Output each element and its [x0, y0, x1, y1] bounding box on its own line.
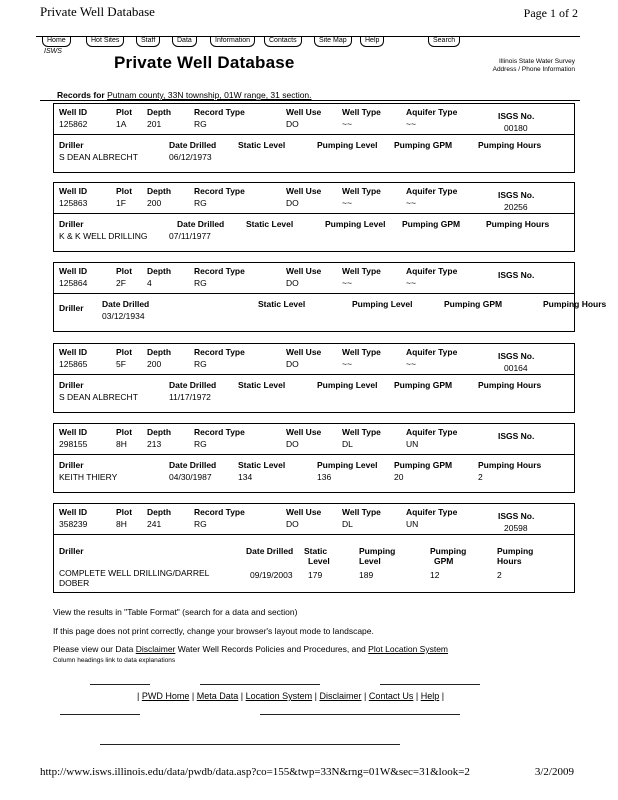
link-disclaimer[interactable]: Disclaimer — [319, 691, 362, 701]
label-record-type[interactable]: Record Type — [194, 347, 245, 357]
value-plot: 1A — [116, 119, 127, 129]
records-for-caption — [57, 90, 312, 100]
label-plot[interactable]: Plot — [116, 347, 133, 357]
value-aquifer-type: UN — [406, 439, 419, 449]
label-well-type[interactable]: Well Type — [342, 507, 381, 517]
tab-home[interactable]: Home — [42, 36, 71, 47]
label-pumping-gpm[interactable]: Pumping GPM — [402, 219, 461, 229]
label-depth[interactable]: Depth — [147, 507, 172, 517]
label-isgs-no[interactable]: ISGS No. — [498, 270, 535, 280]
tab-search[interactable]: Search — [428, 36, 460, 47]
value-pumping-gpm: 12 — [430, 570, 440, 580]
label-record-type[interactable]: Record Type — [194, 186, 245, 196]
label-static-level[interactable]: Static Level — [238, 380, 286, 390]
value-depth: 200 — [147, 198, 162, 208]
value-aquifer-type: ~~ — [406, 119, 416, 129]
label-pumping-level[interactable]: Pumping Level — [317, 380, 378, 390]
value-static-level: 134 — [238, 472, 253, 482]
label-aquifer-type[interactable]: Aquifer Type — [406, 427, 458, 437]
value-well-type: ~~ — [342, 278, 352, 288]
well-record-card — [53, 103, 575, 173]
value-well-use: DO — [286, 359, 299, 369]
value-aquifer-type: UN — [406, 519, 419, 529]
value-pumping-gpm: 20 — [394, 472, 404, 482]
tab-help[interactable]: Help — [360, 36, 384, 47]
label-well-type[interactable]: Well Type — [342, 107, 381, 117]
value-driller-line2: DOBER — [59, 578, 90, 588]
label-pumping-hours-line1[interactable]: Pumping — [497, 546, 534, 556]
label-well-id[interactable]: Well ID — [59, 347, 88, 357]
label-static-level[interactable]: Static Level — [238, 140, 286, 150]
page-title: Private Well Database — [114, 53, 295, 72]
label-depth[interactable]: Depth — [147, 266, 172, 276]
well-record-card — [53, 182, 575, 252]
tab-hot-sites[interactable]: Hot Sites — [86, 36, 124, 47]
label-well-use[interactable]: Well Use — [286, 266, 322, 276]
label-date-drilled[interactable]: Date Drilled — [169, 380, 217, 390]
label-well-use[interactable]: Well Use — [286, 186, 322, 196]
label-isgs-no[interactable]: ISGS No. — [498, 511, 535, 521]
label-driller[interactable]: Driller — [59, 380, 84, 390]
label-pumping-level-line2[interactable]: Level — [359, 556, 381, 566]
well-record-card — [53, 262, 607, 332]
label-static-level-line1[interactable]: Static — [304, 546, 328, 556]
value-plot: 8H — [116, 519, 127, 529]
value-well-type: ~~ — [342, 119, 352, 129]
label-static-level[interactable]: Static Level — [258, 299, 306, 309]
record-divider — [54, 213, 574, 214]
well-record-card — [53, 343, 575, 413]
value-well-use: DO — [286, 439, 299, 449]
label-pumping-level[interactable]: Pumping Level — [317, 140, 378, 150]
label-pumping-hours[interactable]: Pumping Hours — [486, 219, 550, 229]
value-date-drilled: 03/12/1934 — [102, 311, 145, 321]
value-depth: 200 — [147, 359, 162, 369]
policies-prefix: Please view our Data — [53, 644, 134, 654]
label-aquifer-type[interactable]: Aquifer Type — [406, 266, 458, 276]
link-meta-data[interactable]: Meta Data — [196, 691, 239, 701]
record-divider — [54, 134, 574, 135]
link-pwd-home[interactable]: PWD Home — [141, 691, 190, 701]
value-depth: 201 — [147, 119, 162, 129]
value-plot: 2F — [116, 278, 126, 288]
column-note: Column headings link to data explanations — [53, 657, 176, 664]
tab-staff[interactable]: Staff — [136, 36, 160, 47]
label-depth[interactable]: Depth — [147, 427, 172, 437]
label-plot[interactable]: Plot — [116, 266, 133, 276]
print-footer-url: http://www.isws.illinois.edu/data/pwdb/data.asp?co=155&twp=33N&rng=01W&sec=31&look=2 — [40, 766, 470, 778]
scan-artifact — [90, 684, 150, 685]
label-date-drilled[interactable]: Date Drilled — [169, 140, 217, 150]
value-driller: K & K WELL DRILLING — [59, 231, 148, 241]
label-driller[interactable]: Driller — [59, 546, 84, 556]
label-well-id[interactable]: Well ID — [59, 107, 88, 117]
policies-link[interactable]: Water Well Records Policies and Procedures — [177, 644, 347, 654]
value-pumping-level: 136 — [317, 472, 332, 482]
plot-location-link[interactable]: Plot Location System — [368, 644, 449, 654]
value-well-use: DO — [286, 278, 299, 288]
label-well-type[interactable]: Well Type — [342, 266, 381, 276]
value-depth: 241 — [147, 519, 162, 529]
label-aquifer-type[interactable]: Aquifer Type — [406, 186, 458, 196]
label-date-drilled[interactable]: Date Drilled — [177, 219, 225, 229]
label-pumping-level[interactable]: Pumping Level — [317, 460, 378, 470]
value-pumping-hours: 2 — [497, 570, 502, 580]
label-well-type[interactable]: Well Type — [342, 347, 381, 357]
label-well-id[interactable]: Well ID — [59, 427, 88, 437]
value-aquifer-type: ~~ — [406, 359, 416, 369]
value-well-use: DO — [286, 119, 299, 129]
label-well-use[interactable]: Well Use — [286, 507, 322, 517]
label-aquifer-type[interactable]: Aquifer Type — [406, 347, 458, 357]
label-depth[interactable]: Depth — [147, 186, 172, 196]
scan-artifact — [200, 684, 320, 685]
value-pumping-level: 189 — [359, 570, 374, 580]
nav-bar — [36, 36, 580, 48]
value-record-type: RG — [194, 278, 207, 288]
label-date-drilled[interactable]: Date Drilled — [102, 299, 150, 309]
value-record-type: RG — [194, 439, 207, 449]
label-well-id[interactable]: Well ID — [59, 266, 88, 276]
value-record-type: RG — [194, 519, 207, 529]
scan-artifact — [60, 714, 140, 715]
label-isgs-no[interactable]: ISGS No. — [498, 111, 535, 121]
record-divider — [54, 534, 574, 535]
value-pumping-hours: 2 — [478, 472, 483, 482]
tab-site-map[interactable]: Site Map — [314, 36, 352, 47]
label-pumping-level[interactable]: Pumping Level — [352, 299, 413, 309]
value-driller: S DEAN ALBRECHT — [59, 392, 138, 402]
value-well-id: 125862 — [59, 119, 88, 129]
disclaimer-link[interactable]: Disclaimer — [135, 644, 176, 654]
value-well-id: 125863 — [59, 198, 88, 208]
label-pumping-gpm-line1[interactable]: Pumping — [430, 546, 467, 556]
label-aquifer-type[interactable]: Aquifer Type — [406, 107, 458, 117]
well-record-card — [53, 503, 575, 593]
value-record-type: RG — [194, 119, 207, 129]
record-divider — [54, 374, 574, 375]
value-well-use: DO — [286, 198, 299, 208]
label-well-id[interactable]: Well ID — [59, 186, 88, 196]
value-aquifer-type: ~~ — [406, 198, 416, 208]
value-well-type: DL — [342, 439, 353, 449]
link-help[interactable]: Help — [420, 691, 440, 701]
label-driller[interactable]: Driller — [59, 303, 84, 313]
record-divider — [54, 293, 574, 294]
label-pumping-hours[interactable]: Pumping Hours — [478, 460, 542, 470]
value-date-drilled: 09/19/2003 — [250, 570, 293, 580]
value-date-drilled: 04/30/1987 — [169, 472, 212, 482]
label-pumping-gpm[interactable]: Pumping GPM — [444, 299, 503, 309]
value-date-drilled: 11/17/1972 — [169, 392, 211, 402]
record-divider — [54, 454, 574, 455]
value-date-drilled: 07/11/1977 — [169, 231, 211, 241]
label-driller[interactable]: Driller — [59, 460, 84, 470]
scan-artifact — [100, 744, 400, 745]
label-plot[interactable]: Plot — [116, 186, 133, 196]
value-driller-line1: COMPLETE WELL DRILLING/DARREL — [59, 568, 210, 578]
records-for-text: Putnam county, 33N township, 01W range, 31 section. — [107, 90, 312, 100]
value-isgs-no: 00164 — [504, 363, 528, 373]
label-date-drilled[interactable]: Date Drilled — [246, 546, 294, 556]
label-aquifer-type[interactable]: Aquifer Type — [406, 507, 458, 517]
scan-artifact — [380, 684, 480, 685]
value-well-type: DL — [342, 519, 353, 529]
value-well-type: ~~ — [342, 198, 352, 208]
label-pumping-level[interactable]: Pumping Level — [325, 219, 386, 229]
label-well-use[interactable]: Well Use — [286, 427, 322, 437]
isws-logo[interactable]: ISWS — [44, 48, 62, 55]
label-well-use[interactable]: Well Use — [286, 347, 322, 357]
tab-data[interactable]: Data — [172, 36, 197, 47]
print-header-page: Page 1 of 2 — [523, 6, 578, 20]
label-pumping-gpm[interactable]: Pumping GPM — [394, 460, 453, 470]
survey-info — [455, 58, 575, 74]
print-footer-date: 3/2/2009 — [534, 766, 574, 778]
label-pumping-level-line1[interactable]: Pumping — [359, 546, 396, 556]
link-contact-us[interactable]: Contact Us — [368, 691, 414, 701]
value-well-id: 358239 — [59, 519, 88, 529]
value-plot: 1F — [116, 198, 126, 208]
label-well-use[interactable]: Well Use — [286, 107, 322, 117]
label-depth[interactable]: Depth — [147, 107, 172, 117]
policies-and: , and — [346, 644, 366, 654]
value-well-use: DO — [286, 519, 299, 529]
value-isgs-no: 20598 — [504, 523, 528, 533]
value-plot: 8H — [116, 439, 127, 449]
label-record-type[interactable]: Record Type — [194, 266, 245, 276]
label-pumping-gpm-line2[interactable]: GPM — [434, 556, 454, 566]
label-driller[interactable]: Driller — [59, 219, 84, 229]
survey-name[interactable]: Illinois State Water Survey — [499, 58, 575, 65]
value-date-drilled: 06/12/1973 — [169, 152, 212, 162]
label-pumping-hours[interactable]: Pumping Hours — [478, 140, 542, 150]
value-well-type: ~~ — [342, 359, 352, 369]
value-well-id: 298155 — [59, 439, 88, 449]
survey-address-link[interactable]: Address / Phone Information — [492, 66, 575, 73]
tab-contacts[interactable]: Contacts — [264, 36, 302, 47]
value-record-type: RG — [194, 359, 207, 369]
value-driller: KEITH THIERY — [59, 472, 118, 482]
table-format-note[interactable]: View the results in "Table Format" (search for a data and section) — [53, 607, 298, 617]
value-record-type: RG — [194, 198, 207, 208]
label-static-level-line2[interactable]: Level — [308, 556, 330, 566]
value-well-id: 125864 — [59, 278, 88, 288]
link-location-system[interactable]: Location System — [245, 691, 313, 701]
label-pumping-hours[interactable]: Pumping Hours — [478, 380, 542, 390]
label-depth[interactable]: Depth — [147, 347, 172, 357]
label-pumping-gpm[interactable]: Pumping GPM — [394, 140, 453, 150]
value-driller: S DEAN ALBRECHT — [59, 152, 138, 162]
label-driller[interactable]: Driller — [59, 140, 84, 150]
value-depth: 213 — [147, 439, 162, 449]
value-isgs-no: 00180 — [504, 123, 528, 133]
value-static-level: 179 — [308, 570, 323, 580]
label-static-level[interactable]: Static Level — [238, 460, 286, 470]
label-record-type[interactable]: Record Type — [194, 507, 245, 517]
label-pumping-gpm[interactable]: Pumping GPM — [394, 380, 453, 390]
tab-information[interactable]: Information — [210, 36, 255, 47]
value-aquifer-type: ~~ — [406, 278, 416, 288]
well-record-card — [53, 423, 575, 493]
header-divider — [40, 100, 580, 101]
label-well-type[interactable]: Well Type — [342, 427, 381, 437]
label-pumping-hours-line2[interactable]: Hours — [497, 556, 522, 566]
label-record-type[interactable]: Record Type — [194, 107, 245, 117]
scan-artifact — [260, 714, 460, 715]
label-isgs-no[interactable]: ISGS No. — [498, 351, 535, 361]
print-header-title: Private Well Database — [40, 4, 155, 19]
label-plot[interactable]: Plot — [116, 427, 133, 437]
label-well-id[interactable]: Well ID — [59, 507, 88, 517]
label-isgs-no[interactable]: ISGS No. — [498, 190, 535, 200]
value-depth: 4 — [147, 278, 152, 288]
bottom-nav: | PWD Home | Meta Data | Location System | Disclaimer | Contact Us | Help | — [137, 691, 445, 701]
records-for-prefix: Records for — [57, 90, 105, 100]
label-isgs-no[interactable]: ISGS No. — [498, 431, 535, 441]
policies-line — [53, 644, 448, 654]
label-pumping-hours[interactable]: Pumping Hours — [543, 299, 607, 309]
label-record-type[interactable]: Record Type — [194, 427, 245, 437]
label-well-type[interactable]: Well Type — [342, 186, 381, 196]
label-plot[interactable]: Plot — [116, 507, 133, 517]
value-well-id: 125865 — [59, 359, 88, 369]
value-plot: 5F — [116, 359, 126, 369]
label-date-drilled[interactable]: Date Drilled — [169, 460, 217, 470]
label-static-level[interactable]: Static Level — [246, 219, 294, 229]
value-isgs-no: 20256 — [504, 202, 528, 212]
print-note: If this page does not print correctly, change your browser's layout mode to landscape. — [53, 626, 374, 636]
label-plot[interactable]: Plot — [116, 107, 133, 117]
